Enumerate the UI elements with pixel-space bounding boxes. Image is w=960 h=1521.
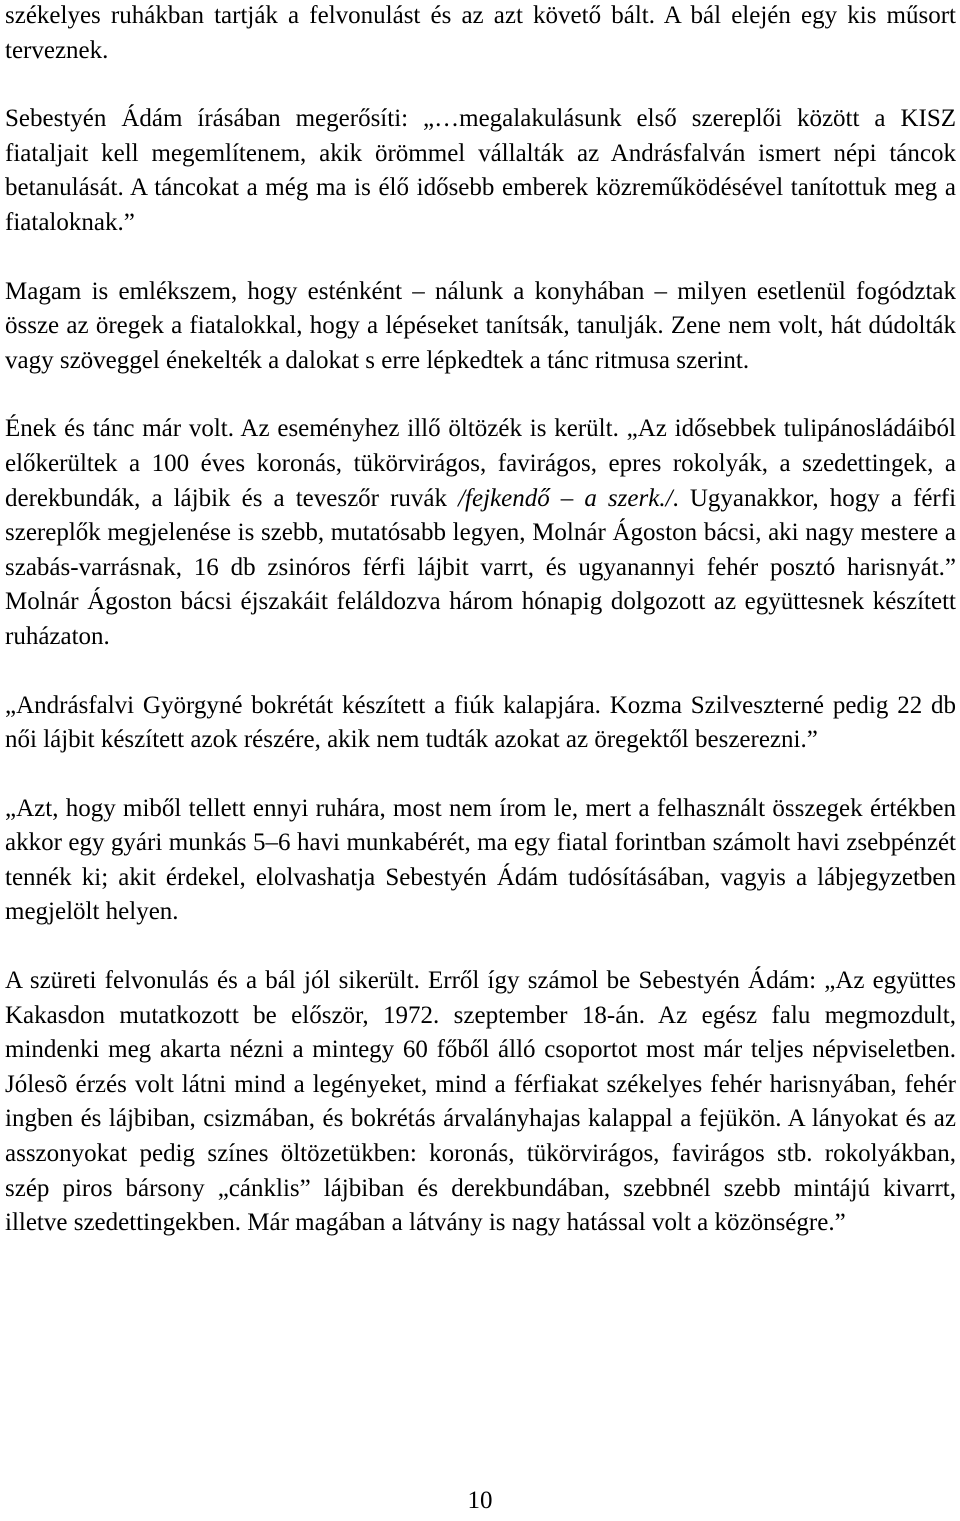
paragraph-6: „Azt, hogy miből tellett ennyi ruhára, most nem írom le, mert a felhasznált összegek értékben akkor egy gyári munkás 5–6 havi munkabérét, ma egy fiatal forintban számolt havi zsebpénzét tennék ki; akit érdekel, elolvashatja Sebestyén Ádám tudósításában, vagyis a lábjegyzetben megjelölt helyen. <box>5 794 956 926</box>
paragraph-5: „Andrásfalvi Györgyné bokrétát készített a fiúk kalapjára. Kozma Szilveszterné pedig 22 db női lájbit készített azok részére, akik nem tudták azokat az öregektől beszerezni.” <box>5 691 956 754</box>
paragraph-4-text-before: Ének és tánc már volt. Az eseményhez illő öltözék is került. „Az idősebbek tulipánosládáiból előkerültek a 100 éves koronás, tükörvirágos, favirágos, epres rokolyák, a szedettingek, a derekbundák, a lájbik és a teveszőr ruvák <box>5 415 956 512</box>
page-number: 10 <box>467 1487 493 1514</box>
paragraph-4 <box>5 412 956 654</box>
editor-note: /fejkendő – a szerk./ <box>458 484 673 512</box>
document-page <box>5 0 956 1241</box>
paragraph-3: Magam is emlékszem, hogy esténként – nálunk a konyhában – milyen esetlenül fogództak össze az öregek a fiatalokkal, hogy a lépéseket tanítsák, tanulják. Zene nem volt, hát dúdolták vagy szöveggel énekelték a dalokat s erre lépkedtek a tánc ritmusa szerint. <box>5 277 956 374</box>
paragraph-1: székelyes ruhákban tartják a felvonulást és az azt követő bált. A bál elején egy kis műsort terveznek. <box>5 2 956 64</box>
paragraph-2: Sebestyén Ádám írásában megerősíti: „…megalakulásunk első szereplői között a KISZ fiataljait kell megemlítenem, akik örömmel vállalták az Andrásfalván ismert népi táncok betanulását. A táncokat a még ma is élő idősebb emberek közreműködésével tanítottuk meg a fiataloknak.” <box>5 105 956 236</box>
paragraph-7: A szüreti felvonulás és a bál jól sikerült. Erről így számol be Sebestyén Ádám: „Az együttes Kakasdon mutatkozott be először, 1972. szeptember 18-án. Az egész falu megmozdult, mindenki meg akarta nézni a mintegy 60 főből álló csoportot most már teljes népviseletben. Jólesõ érzés volt látni mind a legényeket, mind a férfiakat székelyes fehér harisnyában, fehér ingben és lájbiban, csizmában, és bokrétás árvalányhajas kalappal a fejükön. A lányokat és az asszonyokat pedig színes öltözetükben: koronás, tükörvirágos, favirágos stb. rokolyákban, szép piros bársony „cánklis” lájbiban és derekbundában, szebbnél szebb mintájú kivarrt, illetve szedettingekben. Már magában a látvány is nagy hatással volt a közönségre.” <box>5 967 956 1237</box>
paragraph-4-text-after: . Ugyanakkor, hogy a férfi szereplők megjelenése is szebb, mutatósabb legyen, Molnár Ágoston bácsi, aki nagy mestere a szabás-varrásnak, 16 db zsinóros férfi lájbit varrt, és ugyanannyi fehér posztó harisnyát.” Molnár Ágoston bácsi éjszakáit feláldozva három hónapig dolgozott az együttesnek készített ruházaton. <box>5 484 957 650</box>
